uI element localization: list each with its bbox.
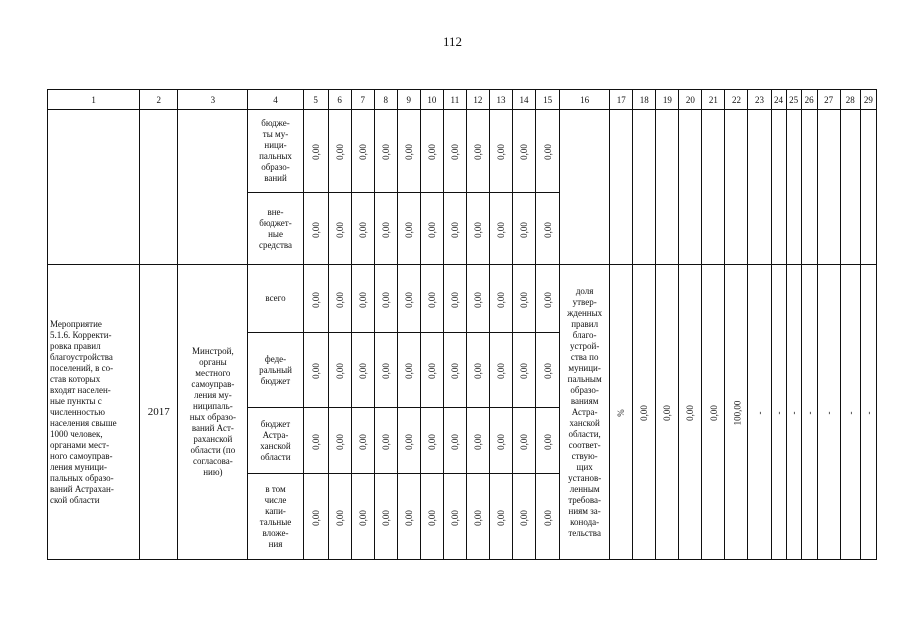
amount-cell [513, 265, 536, 333]
amount-cell-text: 0,00 [334, 433, 345, 450]
amount-cell-text: 0,00 [542, 221, 553, 238]
amount-cell [513, 474, 536, 560]
amount-cell [351, 110, 374, 193]
amount-cell [397, 265, 420, 333]
amount-cell [397, 474, 420, 560]
amount-cell [420, 333, 443, 408]
amount-cell-text: 0,00 [380, 291, 391, 308]
column-header: 15 [536, 90, 560, 110]
column-header: 27 [817, 90, 840, 110]
amount-cell [420, 265, 443, 333]
amount-cell-text: 0,00 [310, 291, 321, 308]
column-header: 14 [513, 90, 536, 110]
column-header: 23 [748, 90, 771, 110]
amount-cell [443, 474, 466, 560]
amount-cell [536, 333, 560, 408]
amount-cell [303, 408, 328, 474]
amount-cell-text: 0,00 [310, 363, 321, 379]
indicator-value [786, 265, 801, 560]
amount-cell-text: 0,00 [449, 363, 460, 379]
amount-cell-text: 0,00 [403, 433, 414, 450]
indicator-name: доля утвер- жденных правил благо- устрой- ства по муници- пальным образо- ваниям Астра- ханской области, соответ- ствую- щих установ- ленным требова- ниям за- конода- тельства [560, 265, 610, 560]
blank-cell [178, 110, 248, 265]
indicator-value-text: 100,00 [732, 400, 743, 426]
amount-cell-text: 0,00 [357, 363, 368, 379]
indicator-value [771, 265, 786, 560]
blank-cell [725, 110, 748, 265]
amount-cell-text: 0,00 [495, 433, 506, 450]
amount-cell [536, 408, 560, 474]
column-header: 19 [656, 90, 679, 110]
blank-cell [560, 110, 610, 265]
amount-cell-text: 0,00 [519, 144, 530, 160]
column-header: 26 [801, 90, 817, 110]
indicator-value [840, 265, 860, 560]
amount-cell [374, 333, 397, 408]
column-header: 25 [786, 90, 801, 110]
amount-cell-text: 0,00 [542, 509, 553, 526]
column-header: 7 [351, 90, 374, 110]
indicator-value-text: - [788, 411, 799, 415]
amount-cell-text: 0,00 [426, 433, 437, 450]
amount-cell-text: 0,00 [472, 363, 483, 379]
amount-cell-text: 0,00 [472, 433, 483, 450]
funding-source: всего [248, 265, 303, 333]
indicator-value-text: - [804, 411, 815, 415]
indicator-value-text: - [773, 411, 784, 415]
amount-cell [489, 193, 512, 265]
amount-cell-text: 0,00 [542, 291, 553, 308]
amount-cell-text: 0,00 [357, 221, 368, 238]
column-header: 22 [725, 90, 748, 110]
indicator-value-text: - [863, 411, 874, 415]
amount-cell-text: 0,00 [426, 363, 437, 379]
funding-source: феде- ральный бюджет [248, 333, 303, 408]
amount-cell [328, 265, 351, 333]
blank-cell [679, 110, 702, 265]
amount-cell-text: 0,00 [519, 509, 530, 526]
amount-cell-text: 0,00 [449, 291, 460, 308]
amount-cell [513, 333, 536, 408]
amount-cell-text: 0,00 [495, 144, 506, 160]
amount-cell-text: 0,00 [403, 291, 414, 308]
column-header: 17 [610, 90, 633, 110]
amount-cell [466, 265, 489, 333]
amount-cell-text: 0,00 [426, 144, 437, 160]
amount-cell [351, 265, 374, 333]
measure-name: Мероприятие 5.1.6. Корректи- ровка правил благоустройства поселений, в со- став которых входят населен- ные пункты с численностью населения свыше 1000 человек, органами мест- ного самоуправ- ления муници- пальных образо- ваний Астрахан- ской области [48, 265, 140, 560]
amount-cell [443, 265, 466, 333]
amount-cell-text: 0,00 [495, 363, 506, 379]
amount-cell-text: 0,00 [334, 509, 345, 526]
program-table [47, 89, 877, 560]
funding-source: бюджет Астра- ханской области [248, 408, 303, 474]
amount-cell-text: 0,00 [403, 509, 414, 526]
amount-cell [397, 333, 420, 408]
amount-cell [466, 408, 489, 474]
amount-cell [513, 193, 536, 265]
column-header: 3 [178, 90, 248, 110]
blank-cell [771, 110, 786, 265]
column-number-row [48, 90, 877, 110]
continuation-row [48, 110, 877, 193]
column-header: 1 [48, 90, 140, 110]
column-header: 13 [489, 90, 512, 110]
amount-cell [397, 193, 420, 265]
amount-cell [303, 193, 328, 265]
indicator-value-text: - [754, 411, 765, 415]
amount-cell [351, 408, 374, 474]
amount-cell [443, 193, 466, 265]
amount-cell [303, 265, 328, 333]
blank-cell [48, 110, 140, 265]
amount-cell-text: 0,00 [449, 221, 460, 238]
amount-cell [489, 110, 512, 193]
amount-cell [328, 408, 351, 474]
amount-cell-text: 0,00 [495, 291, 506, 308]
column-header: 6 [328, 90, 351, 110]
amount-cell-text: 0,00 [310, 433, 321, 450]
indicator-value [725, 265, 748, 560]
indicator-value [860, 265, 876, 560]
column-header: 10 [420, 90, 443, 110]
indicator-value-text: 0,00 [662, 405, 673, 421]
funding-source: вне- бюджет- ные средства [248, 193, 303, 265]
column-header: 2 [140, 90, 178, 110]
amount-cell [536, 474, 560, 560]
blank-cell [801, 110, 817, 265]
amount-cell [374, 408, 397, 474]
indicator-value-text: 0,00 [708, 405, 719, 421]
indicator-value [817, 265, 840, 560]
amount-cell [328, 110, 351, 193]
blank-cell [610, 110, 633, 265]
amount-cell-text: 0,00 [380, 144, 391, 160]
amount-cell-text: 0,00 [426, 509, 437, 526]
amount-cell [443, 333, 466, 408]
amount-cell [351, 474, 374, 560]
amount-cell [466, 193, 489, 265]
amount-cell-text: 0,00 [380, 221, 391, 238]
blank-cell [786, 110, 801, 265]
amount-cell-text: 0,00 [357, 144, 368, 160]
amount-cell-text: 0,00 [380, 433, 391, 450]
funding-source: бюдже- ты му- ници- пальных образо- ваний [248, 110, 303, 193]
amount-cell-text: 0,00 [403, 363, 414, 379]
amount-cell [397, 110, 420, 193]
amount-cell [466, 110, 489, 193]
amount-cell-text: 0,00 [519, 363, 530, 379]
amount-cell [328, 193, 351, 265]
amount-cell-text: 0,00 [310, 144, 321, 160]
amount-cell [489, 265, 512, 333]
amount-cell-text: 0,00 [542, 433, 553, 450]
indicator-value-text: 0,00 [685, 405, 696, 421]
column-header: 20 [679, 90, 702, 110]
blank-cell [656, 110, 679, 265]
amount-cell-text: 0,00 [519, 221, 530, 238]
amount-cell-text: 0,00 [310, 509, 321, 526]
indicator-value [801, 265, 817, 560]
blank-cell [633, 110, 656, 265]
amount-cell [328, 474, 351, 560]
column-header: 11 [443, 90, 466, 110]
amount-cell [536, 193, 560, 265]
unit-cell [610, 265, 633, 560]
amount-cell-text: 0,00 [472, 509, 483, 526]
amount-cell [536, 265, 560, 333]
column-header: 4 [248, 90, 303, 110]
column-header: 29 [860, 90, 876, 110]
unit-cell-text: % [616, 409, 627, 417]
amount-cell-text: 0,00 [380, 509, 391, 526]
amount-cell [420, 408, 443, 474]
amount-cell [466, 333, 489, 408]
page-number: 112 [442, 34, 463, 49]
blank-cell [817, 110, 840, 265]
amount-cell [420, 193, 443, 265]
amount-cell [397, 408, 420, 474]
amount-cell-text: 0,00 [334, 363, 345, 379]
amount-cell [303, 474, 328, 560]
amount-cell [303, 333, 328, 408]
amount-cell-text: 0,00 [403, 144, 414, 160]
amount-cell [374, 193, 397, 265]
amount-cell [374, 110, 397, 193]
amount-cell [489, 474, 512, 560]
amount-cell [420, 110, 443, 193]
amount-cell [513, 110, 536, 193]
amount-cell-text: 0,00 [519, 291, 530, 308]
blank-cell [702, 110, 725, 265]
amount-cell-text: 0,00 [334, 221, 345, 238]
measure-row [48, 265, 877, 333]
indicator-value [748, 265, 771, 560]
blank-cell [140, 110, 178, 265]
indicator-value [702, 265, 725, 560]
amount-cell [489, 408, 512, 474]
amount-cell-text: 0,00 [542, 363, 553, 379]
column-header: 16 [560, 90, 610, 110]
amount-cell-text: 0,00 [472, 291, 483, 308]
indicator-value [656, 265, 679, 560]
amount-cell [420, 474, 443, 560]
executor: Минстрой, органы местного самоуправ- ления му- ниципаль- ных образо- ваний Аст- раханской области (по согласова- нию) [178, 265, 248, 560]
amount-cell-text: 0,00 [472, 221, 483, 238]
indicator-value-text: - [845, 411, 856, 415]
amount-cell [536, 110, 560, 193]
amount-cell [351, 193, 374, 265]
indicator-value [633, 265, 656, 560]
column-header: 8 [374, 90, 397, 110]
amount-cell [489, 333, 512, 408]
funding-source: в том числе капи- тальные вложе- ния [248, 474, 303, 560]
amount-cell [466, 474, 489, 560]
column-header: 28 [840, 90, 860, 110]
column-header: 24 [771, 90, 786, 110]
amount-cell [443, 110, 466, 193]
amount-cell-text: 0,00 [472, 144, 483, 160]
measure-year: 2017 [140, 265, 178, 560]
amount-cell-text: 0,00 [495, 221, 506, 238]
amount-cell [303, 110, 328, 193]
indicator-value [679, 265, 702, 560]
amount-cell-text: 0,00 [542, 144, 553, 160]
blank-cell [860, 110, 876, 265]
blank-cell [840, 110, 860, 265]
amount-cell-text: 0,00 [334, 144, 345, 160]
indicator-value-text: 0,00 [639, 405, 650, 421]
amount-cell-text: 0,00 [519, 433, 530, 450]
amount-cell-text: 0,00 [334, 291, 345, 308]
column-header: 12 [466, 90, 489, 110]
indicator-value-text: - [823, 411, 834, 415]
amount-cell-text: 0,00 [357, 291, 368, 308]
amount-cell-text: 0,00 [426, 221, 437, 238]
amount-cell-text: 0,00 [449, 509, 460, 526]
amount-cell-text: 0,00 [357, 433, 368, 450]
amount-cell [513, 408, 536, 474]
amount-cell [374, 265, 397, 333]
column-header: 18 [633, 90, 656, 110]
amount-cell [351, 333, 374, 408]
amount-cell-text: 0,00 [426, 291, 437, 308]
amount-cell-text: 0,00 [310, 221, 321, 238]
amount-cell [443, 408, 466, 474]
amount-cell [374, 474, 397, 560]
amount-cell-text: 0,00 [495, 509, 506, 526]
amount-cell-text: 0,00 [357, 509, 368, 526]
column-header: 9 [397, 90, 420, 110]
column-header: 21 [702, 90, 725, 110]
amount-cell-text: 0,00 [449, 433, 460, 450]
amount-cell-text: 0,00 [403, 221, 414, 238]
amount-cell-text: 0,00 [380, 363, 391, 379]
amount-cell [328, 333, 351, 408]
column-header: 5 [303, 90, 328, 110]
blank-cell [748, 110, 771, 265]
amount-cell-text: 0,00 [449, 144, 460, 160]
